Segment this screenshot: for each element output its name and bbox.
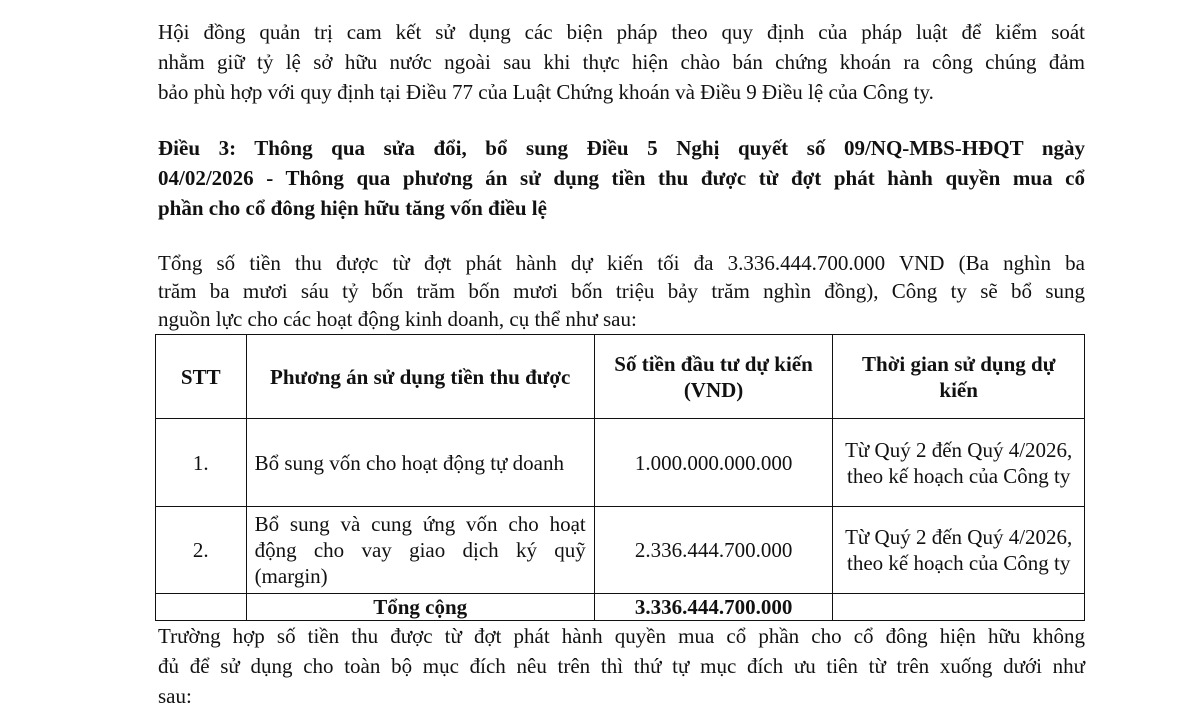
row-plan: Bổ sung và cung ứng vốn cho hoạt động cho vay giao dịch ký quỹ (margin) [246,507,594,594]
total-paragraph [158,249,1085,333]
row-amount: 2.336.444.700.000 [594,507,833,594]
header-amount: Số tiền đầu tư dự kiến (VND) [594,335,833,419]
total-amount: 3.336.444.700.000 [594,594,833,621]
row-time: Từ Quý 2 đến Quý 4/2026, theo kế hoạch của Công ty [833,507,1085,594]
heading-line: Điều 3: Thông qua sửa đổi, bổ sung Điều 5 Nghị quyết số 09/NQ-MBS-HĐQT ngày [158,136,1085,160]
intro-line: nhằm giữ tỷ lệ sở hữu nước ngoài sau khi thực hiện chào bán chứng khoán ra công chúng đảm [158,50,1085,74]
total-line: trăm ba mươi sáu tỷ bốn trăm bốn mươi bốn triệu bảy trăm nghìn đồng), Công ty sẽ bổ sung [158,279,1085,303]
total-line: Tổng số tiền thu được từ đợt phát hành dự kiến tối đa 3.336.444.700.000 VND (Ba nghìn ba [158,251,1085,275]
total-stt-empty [156,594,247,621]
closing-paragraph [158,621,1085,711]
heading-line: 04/02/2026 - Thông qua phương án sử dụng tiền thu được từ đợt phát hành quyền mua cổ [158,166,1085,190]
header-time: Thời gian sử dụng dự kiến [833,335,1085,419]
closing-line: Trường hợp số tiền thu được từ đợt phát hành quyền mua cổ phần cho cổ đông hiện hữu không [158,624,1085,648]
table-total-row [156,594,1085,621]
table-row [156,419,1085,507]
total-label: Tổng cộng [246,594,594,621]
row-amount: 1.000.000.000.000 [594,419,833,507]
table-row [156,507,1085,594]
intro-line: bảo phù hợp với quy định tại Điều 77 của Luật Chứng khoán và Điều 9 Điều lệ của Công ty. [158,80,934,104]
row-plan: Bổ sung vốn cho hoạt động tự doanh [246,419,594,507]
closing-line: đủ để sử dụng cho toàn bộ mục đích nêu trên thì thứ tự mục đích ưu tiên từ trên xuống dưới như [158,654,1085,678]
total-time-empty [833,594,1085,621]
row-stt: 1. [156,419,247,507]
table-header-row [156,335,1085,419]
intro-line: Hội đồng quản trị cam kết sử dụng các biện pháp theo quy định của pháp luật để kiểm soát [158,20,1085,44]
total-line: nguồn lực cho các hoạt động kinh doanh, cụ thể như sau: [158,307,637,331]
heading-line: phần cho cổ đông hiện hữu tăng vốn điều lệ [158,196,547,220]
closing-line: sau: [158,684,192,708]
article-heading [158,133,1085,223]
fund-usage-table [155,334,1085,621]
row-stt: 2. [156,507,247,594]
intro-paragraph [158,17,1085,107]
header-plan: Phương án sử dụng tiền thu được [246,335,594,419]
row-time: Từ Quý 2 đến Quý 4/2026, theo kế hoạch của Công ty [833,419,1085,507]
header-stt: STT [156,335,247,419]
